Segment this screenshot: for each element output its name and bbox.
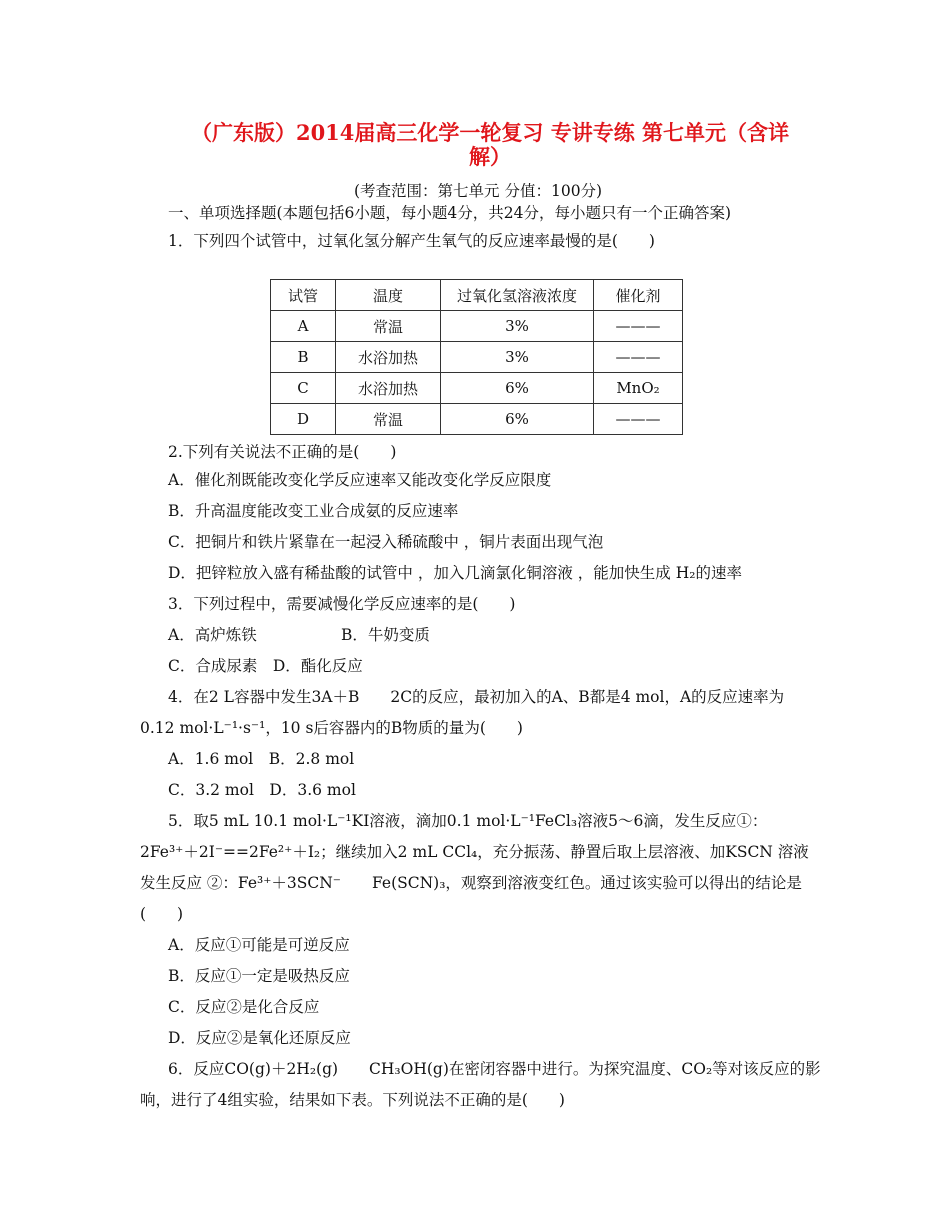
table-cell: C [271,373,336,404]
table-cell: ——— [594,342,683,373]
table-header: 催化剂 [594,280,683,311]
q6-stem-line-2: 响，进行了4组实验，结果如下表。下列说法不正确的是( ) [140,1091,565,1109]
table-cell: A [271,311,336,342]
table-row [271,342,683,373]
q5-option-c: C．反应②是化合反应 [168,998,320,1016]
q5-stem-line-3: 发生反应 ②：Fe³⁺＋3SCN⁻ Fe(SCN)₃，观察到溶液变红色。通过该实验可以得出的结论是 [140,874,802,892]
q5-option-a: A．反应①可能是可逆反应 [168,936,350,954]
q6-stem-line-1: 6．反应CO(g)＋2H₂(g) CH₃OH(g)在密闭容器中进行。为探究温度、CO₂等对该反应的影 [168,1060,821,1078]
table-cell: 水浴加热 [336,373,441,404]
table-cell: 6% [441,373,594,404]
q2-option-b: B．升高温度能改变工业合成氨的反应速率 [168,502,459,520]
table-cell: D [271,404,336,435]
q5-stem-line-4: ( ) [140,905,184,923]
q5-option-b: B．反应①一定是吸热反应 [168,967,350,985]
q3-option-b: B．牛奶变质 [341,626,430,644]
table-cell: 水浴加热 [336,342,441,373]
document-title-line-1: （广东版）2014届高三化学一轮复习 专讲专练 第七单元（含详 [190,120,790,145]
table-cell: MnO₂ [594,373,683,404]
table-header: 温度 [336,280,441,311]
q2-option-d: D．把锌粒放入盛有稀盐酸的试管中 ，加入几滴氯化铜溶液 ，能加快生成 H₂的速率 [168,564,742,582]
q4-stem-line-1: 4．在2 L容器中发生3A＋B 2C的反应，最初加入的A、B都是4 mol，A的反应速率为 [168,688,785,706]
q1-stem: 1．下列四个试管中，过氧化氢分解产生氧气的反应速率最慢的是( ) [168,232,655,250]
table-row [271,373,683,404]
q5-option-d: D．反应②是氧化还原反应 [168,1029,351,1047]
q4-options-ab: A．1.6 mol B．2.8 mol [168,750,355,768]
document-title-line-2: 解） [469,144,511,169]
q1-table [270,279,683,435]
table-header-row [271,280,683,311]
section-heading: 一、单项选择题(本题包括6小题，每小题4分，共24分，每小题只有一个正确答案) [168,204,732,222]
table-cell: 常温 [336,311,441,342]
table-header: 过氧化氢溶液浓度 [441,280,594,311]
q2-option-a: A．催化剂既能改变化学反应速率又能改变化学反应限度 [168,471,552,489]
q2-stem: 2.下列有关说法不正确的是( ) [168,443,397,461]
table-cell: 6% [441,404,594,435]
q5-stem-line-2: 2Fe³⁺＋2I⁻==2Fe²⁺＋I₂；继续加入2 mL CCl₄，充分振荡、静置后取上层溶液、加KSCN 溶液 [140,843,809,861]
q4-stem-line-2: 0.12 mol·L⁻¹·s⁻¹，10 s后容器内的B物质的量为( ) [140,719,523,737]
table-cell: ——— [594,311,683,342]
table-cell: 常温 [336,404,441,435]
q3-options-cd: C．合成尿素 D．酯化反应 [168,657,363,675]
q3-stem: 3．下列过程中，需要减慢化学反应速率的是( ) [168,595,516,613]
q3-option-a: A．高炉炼铁 [168,626,257,644]
table-cell: 3% [441,342,594,373]
q4-options-cd: C．3.2 mol D．3.6 mol [168,781,356,799]
table-header: 试管 [271,280,336,311]
table-cell: 3% [441,311,594,342]
table-cell: ——— [594,404,683,435]
exam-info: (考查范围：第七单元 分值：100分) [354,182,603,200]
table-row [271,404,683,435]
table-row [271,311,683,342]
q2-option-c: C．把铜片和铁片紧靠在一起浸入稀硫酸中 ，铜片表面出现气泡 [168,533,604,551]
q5-stem-line-1: 5．取5 mL 10.1 mol·L⁻¹KI溶液，滴加0.1 mol·L⁻¹FeCl₃溶液5～6滴，发生反应①： [168,812,768,830]
table-cell: B [271,342,336,373]
